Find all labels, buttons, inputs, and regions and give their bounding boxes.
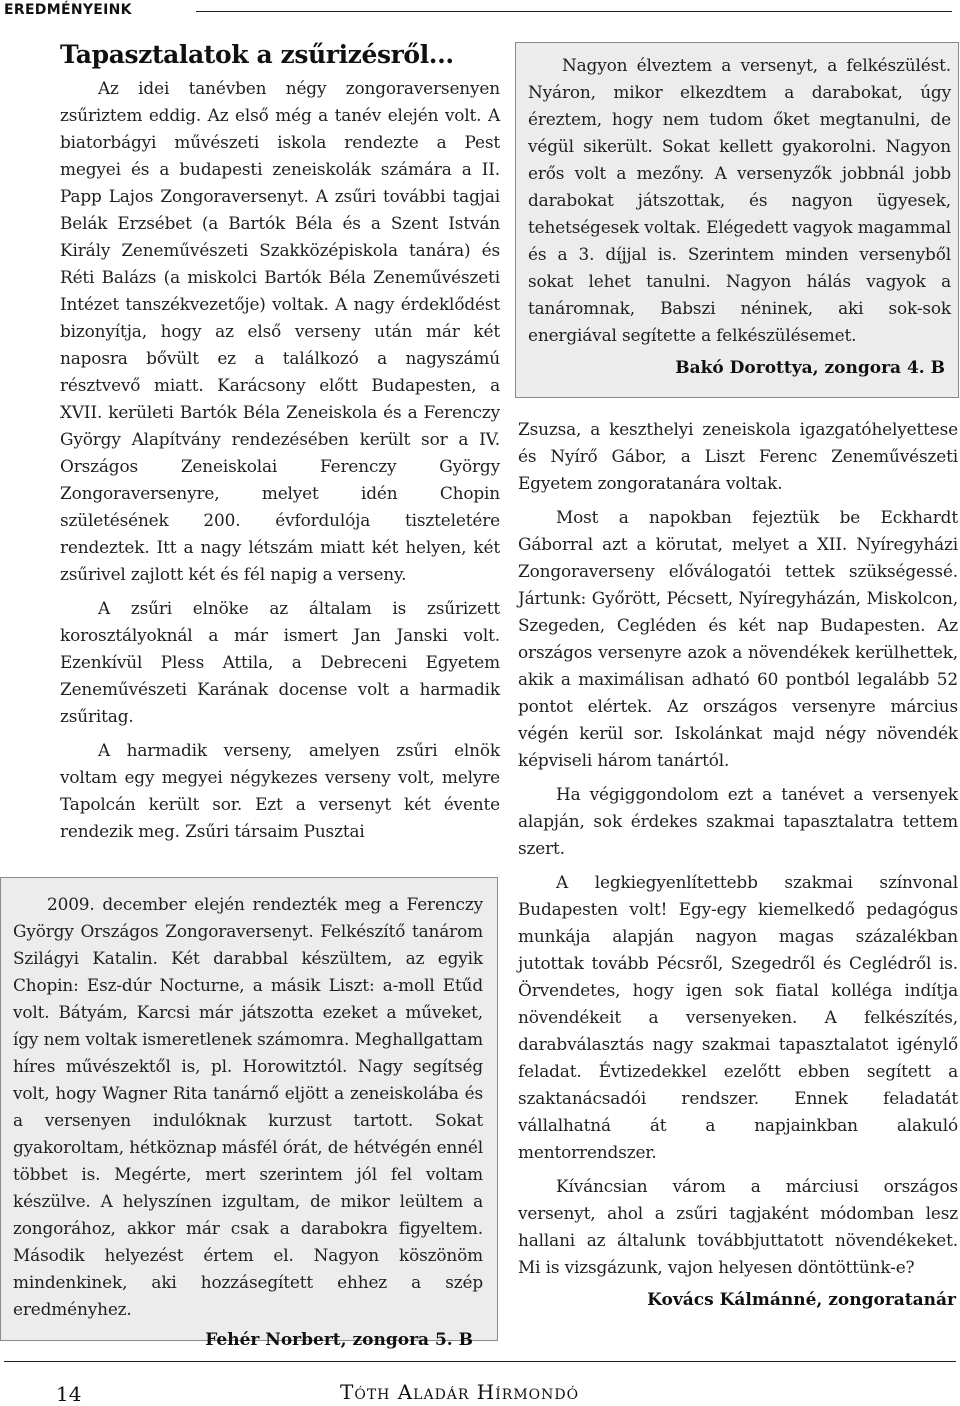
article-paragraph: A legkiegyenlítettebb szakmai színvonal Budapesten volt! Egy-egy kiemelkedő pedagógus munkája alapján nagyon magas százalékban jutottak tovább Pécsről, Szegedről és Ceglédről is. Örvendetes, hogy igen sok fiatal kolléga indítja növendékeit a versenyeken. A felkészítés, darabválasztás nagy szakmai tapasztalatot igénylő feladat. Évtizedekkel ezelőtt ebben segített a szaktanácsadói rendszer. Ennek feladatát vállalhatná át a napjainkban alakuló mentorrendszer. — [518, 872, 958, 1162]
article-paragraph: Zsuzsa, a keszthelyi zeneiskola igazgatóhelyettese és Nyírő Gábor, a Liszt Ferenc Zeneművészeti Egyetem zongoratanára voltak. — [518, 419, 958, 493]
article-left-column — [60, 40, 500, 845]
journal-name: Tóth Aladár Hírmondó — [340, 1380, 580, 1404]
testimonial-box-left — [0, 877, 498, 1350]
header-rule — [196, 11, 952, 12]
article-paragraph: Az idei tanévben négy zongoraversenyen zsűriztem eddig. Az első még a tanév elején volt. A biatorbágyi művészeti iskola rendezte a Pest megyei és a budapesti zeneiskolák számára a II. Papp Lajos Zongoraversenyt. A zsűri további tagjai Belák Erzsébet (a Bartók Béla és a Szent István Király Zeneművészeti Szakközépiskola tanára) és Réti Balázs (a miskolci Bartók Béla Zeneművészeti Intézet tanszékvezetője) voltak. A nagy érdeklődést bizonyítja, hogy az első verseny után már két naposra bővült ez a találkozó a nagyszámú résztvevő miatt. Karácsony előtt Budapesten, a XVII. kerületi Bartók Béla Zeneiskola és a Ferenczy György Alapítvány rendezésében került sor a IV. Országos Zeneiskolai Ferenczy György Zongoraversenyre, melyet idén Chopin születésének 200. évfordulója tiszteletére rendeztek. Itt a nagy létszám miatt két helyen, két zsűrivel zajlott két és fél napig a verseny. — [60, 78, 500, 584]
article-paragraph: Most a napokban fejeztük be Eckhardt Gáborral azt a körutat, melyet a XII. Nyíregyházi Zongoraverseny előválogatói tettek szükségessé. Jártunk: Győrött, Pécsett, Nyíregyházán, Miskolcon, Szegeden, Cegléden és két nap Budapesten. Az országos versenyre azok a növendékek kerülhettek, akik a maximálisan adható 60 pontból legalább 52 pontot elértek. Az országos versenyre március végén kerül sor. Iskolánkat majd négy növendék képviseli három tanártól. — [518, 507, 958, 770]
article-title: Tapasztalatok a zsűrizésről... — [60, 40, 454, 69]
testimonial-box-right — [515, 42, 959, 398]
article-paragraph: A zsűri elnöke az általam is zsűrizett korosztályoknál a már ismert Jan Janski volt. Ezenkívül Pless Attila, a Debreceni Egyetem Zeneművészeti Karának docense volt a harmadik zsűritag. — [60, 598, 500, 726]
footer-rule — [4, 1361, 956, 1362]
testimonial-signature: Bakó Dorottya, zongora 4. B — [675, 358, 945, 378]
testimonial-text: Nagyon élveztem a versenyt, a felkészülést. Nyáron, mikor elkezdtem a darabokat, úgy éreztem, hogy nem tudom őket megtanulni, de végül sikerült. Sokat kellett gyakorolni. Nagyon erős volt a mezőny. A versenyzők jobbnál jobb darabokat játszottak, és nagyon ügyesek, tehetségesek voltak. Elégedett vagyok magammal és a 3. díjjal is. Szerintem minden versenyből sokat lehet tanulni. Nagyon hálás vagyok a tanáromnak, Babszi néninek, aki sok-sok energiával segítette a felkészülésemet. — [528, 55, 951, 345]
author-signature: Kovács Kálmánné, zongoratanár — [647, 1290, 956, 1310]
page-number: 14 — [56, 1382, 82, 1406]
testimonial-text: 2009. december elején rendezték meg a Ferenczy György Országos Zongoraversenyt. Felkészítő tanárom Szilágyi Katalin. Két darabbal készültem, az egyik Chopin: Esz-dúr Nocturne, a másik Liszt: a-moll Etűd volt. Bátyám, Karcsi már játszotta ezeket a műveket, így nem voltak ismeretlenek számomra. Meghallgattam híres művészektől is, pl. Horowitztól. Nagy segítség volt, hogy Wagner Rita tanárnő eljött a zeneiskolába és a versenyen indulóknak kurzust tartott. Sokat gyakoroltam, hétköznap másfél órát, de hétvégén ennél többet is. Megérte, mert szerintem jól fel voltam készülve. A helyszínen izgultam, de mikor leültem a zongorához, akkor már csak a darabokra figyeltem. Második helyezést értem el. Nagyon köszönöm mindenkinek, aki hozzásegített ehhez a szép eredményhez. — [13, 894, 483, 1319]
article-paragraph: Kíváncsian várom a márciusi országos versenyt, ahol a zsűri tagjaként módomban lesz hallani az általunk továbbjuttatott növendékeket. Mi is vizsgázunk, vajon helyesen döntöttünk-e? — [518, 1176, 958, 1277]
section-label: EREDMÉNYEINK — [4, 2, 132, 18]
article-right-column — [518, 416, 958, 1313]
article-paragraph: Ha végiggondolom ezt a tanévet a versenyek alapján, sok érdekes szakmai tapasztalatra tettem szert. — [518, 784, 958, 858]
article-paragraph: A harmadik verseny, amelyen zsűri elnök voltam egy megyei négykezes verseny volt, melyre Tapolcán került sor. Ezt a versenyt két évente rendezik meg. Zsűri társaim Pusztai — [60, 740, 500, 841]
testimonial-signature: Fehér Norbert, zongora 5. B — [205, 1330, 473, 1350]
